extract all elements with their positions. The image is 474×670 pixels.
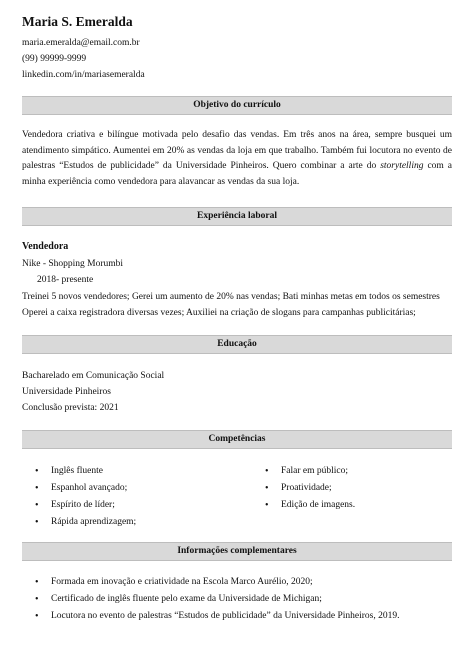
list-item bbox=[265, 480, 355, 497]
skill-label: Inglês fluente bbox=[51, 466, 103, 476]
experience-line-1: Treinei 5 novos vendedores; Gerei um aumento de 20% nas vendas; Bati minhas metas em todos os semestres bbox=[22, 292, 440, 302]
linkedin-text: linkedin.com/in/mariasemeralda bbox=[22, 70, 145, 80]
list-item bbox=[265, 463, 355, 480]
skill-label: Espírito de líder; bbox=[51, 500, 115, 510]
job-title: Vendedora bbox=[22, 241, 69, 252]
skills-list-left bbox=[35, 463, 136, 531]
additional-info-label: Locutora no evento de palestras “Estudos de publicidade” da Universidade Pinheiros, 2019. bbox=[51, 611, 400, 621]
email-text: maria.emeralda@email.com.br bbox=[22, 38, 140, 48]
list-item bbox=[35, 608, 400, 625]
additional-info-label: Certificado de inglês fluente pelo exame da Universidade de Michigan; bbox=[51, 594, 322, 604]
skill-label: Espanhol avançado; bbox=[51, 483, 128, 493]
section-header-education: Educação bbox=[22, 335, 452, 354]
job-period: 2018- presente bbox=[37, 275, 94, 285]
section-header-objective: Objetivo do currículo bbox=[22, 96, 452, 115]
list-item bbox=[265, 497, 355, 514]
candidate-name: Maria S. Emeralda bbox=[22, 14, 133, 29]
bullet-icon: • bbox=[265, 500, 269, 511]
additional-info-list bbox=[35, 574, 400, 625]
education-completion: Conclusão prevista: 2021 bbox=[22, 403, 119, 413]
bullet-icon: • bbox=[35, 483, 39, 494]
list-item bbox=[35, 480, 136, 497]
experience-line-2: Operei a caixa registradora diversas vezes; Auxiliei na criação de slogans para campanhas publicitárias; bbox=[22, 308, 416, 318]
section-header-additional-info: Informações complementares bbox=[22, 542, 452, 561]
bullet-icon: • bbox=[265, 466, 269, 477]
skill-label: Falar em público; bbox=[281, 466, 349, 476]
skill-label: Edição de imagens. bbox=[281, 500, 356, 510]
section-header-skills: Competências bbox=[22, 430, 452, 449]
education-school: Universidade Pinheiros bbox=[22, 387, 111, 397]
bullet-icon: • bbox=[35, 500, 39, 511]
list-item bbox=[35, 591, 400, 608]
education-degree: Bacharelado em Comunicação Social bbox=[22, 371, 165, 381]
objective-paragraph bbox=[22, 128, 452, 190]
bullet-icon: • bbox=[35, 466, 39, 477]
additional-info-label: Formada em inovação e criatividade na Escola Marco Aurélio, 2020; bbox=[51, 577, 313, 587]
bullet-icon: • bbox=[265, 483, 269, 494]
skills-list-right bbox=[265, 463, 355, 514]
bullet-icon: • bbox=[35, 517, 39, 528]
skill-label: Proatividade; bbox=[281, 483, 332, 493]
bullet-icon: • bbox=[35, 577, 39, 588]
list-item bbox=[35, 497, 136, 514]
section-header-experience: Experiência laboral bbox=[22, 207, 452, 226]
company-text: Nike - Shopping Morumbi bbox=[22, 259, 124, 269]
bullet-icon: • bbox=[35, 611, 39, 622]
objective-text-after: com a minha experiência como vendedora para alavancar as vendas da sua loja. bbox=[22, 161, 452, 187]
phone-text: (99) 99999-9999 bbox=[22, 54, 87, 64]
objective-text-emphasis: storytelling bbox=[380, 161, 424, 171]
list-item bbox=[35, 514, 136, 531]
bullet-icon: • bbox=[35, 594, 39, 605]
list-item bbox=[35, 574, 400, 591]
skill-label: Rápida aprendizagem; bbox=[51, 517, 137, 527]
objective-text-before: Vendedora criativa e bilíngue motivada pelo desafio das vendas. Em três anos na área, sempre busquei um atendimento simpático. Aumentei em 20% as vendas da loja em que trabalho. Também fui locutora no evento de palestras “Estudos de publicidade” da Universidade Pinheiros. Quero combinar a arte do bbox=[22, 130, 452, 171]
list-item bbox=[35, 463, 136, 480]
